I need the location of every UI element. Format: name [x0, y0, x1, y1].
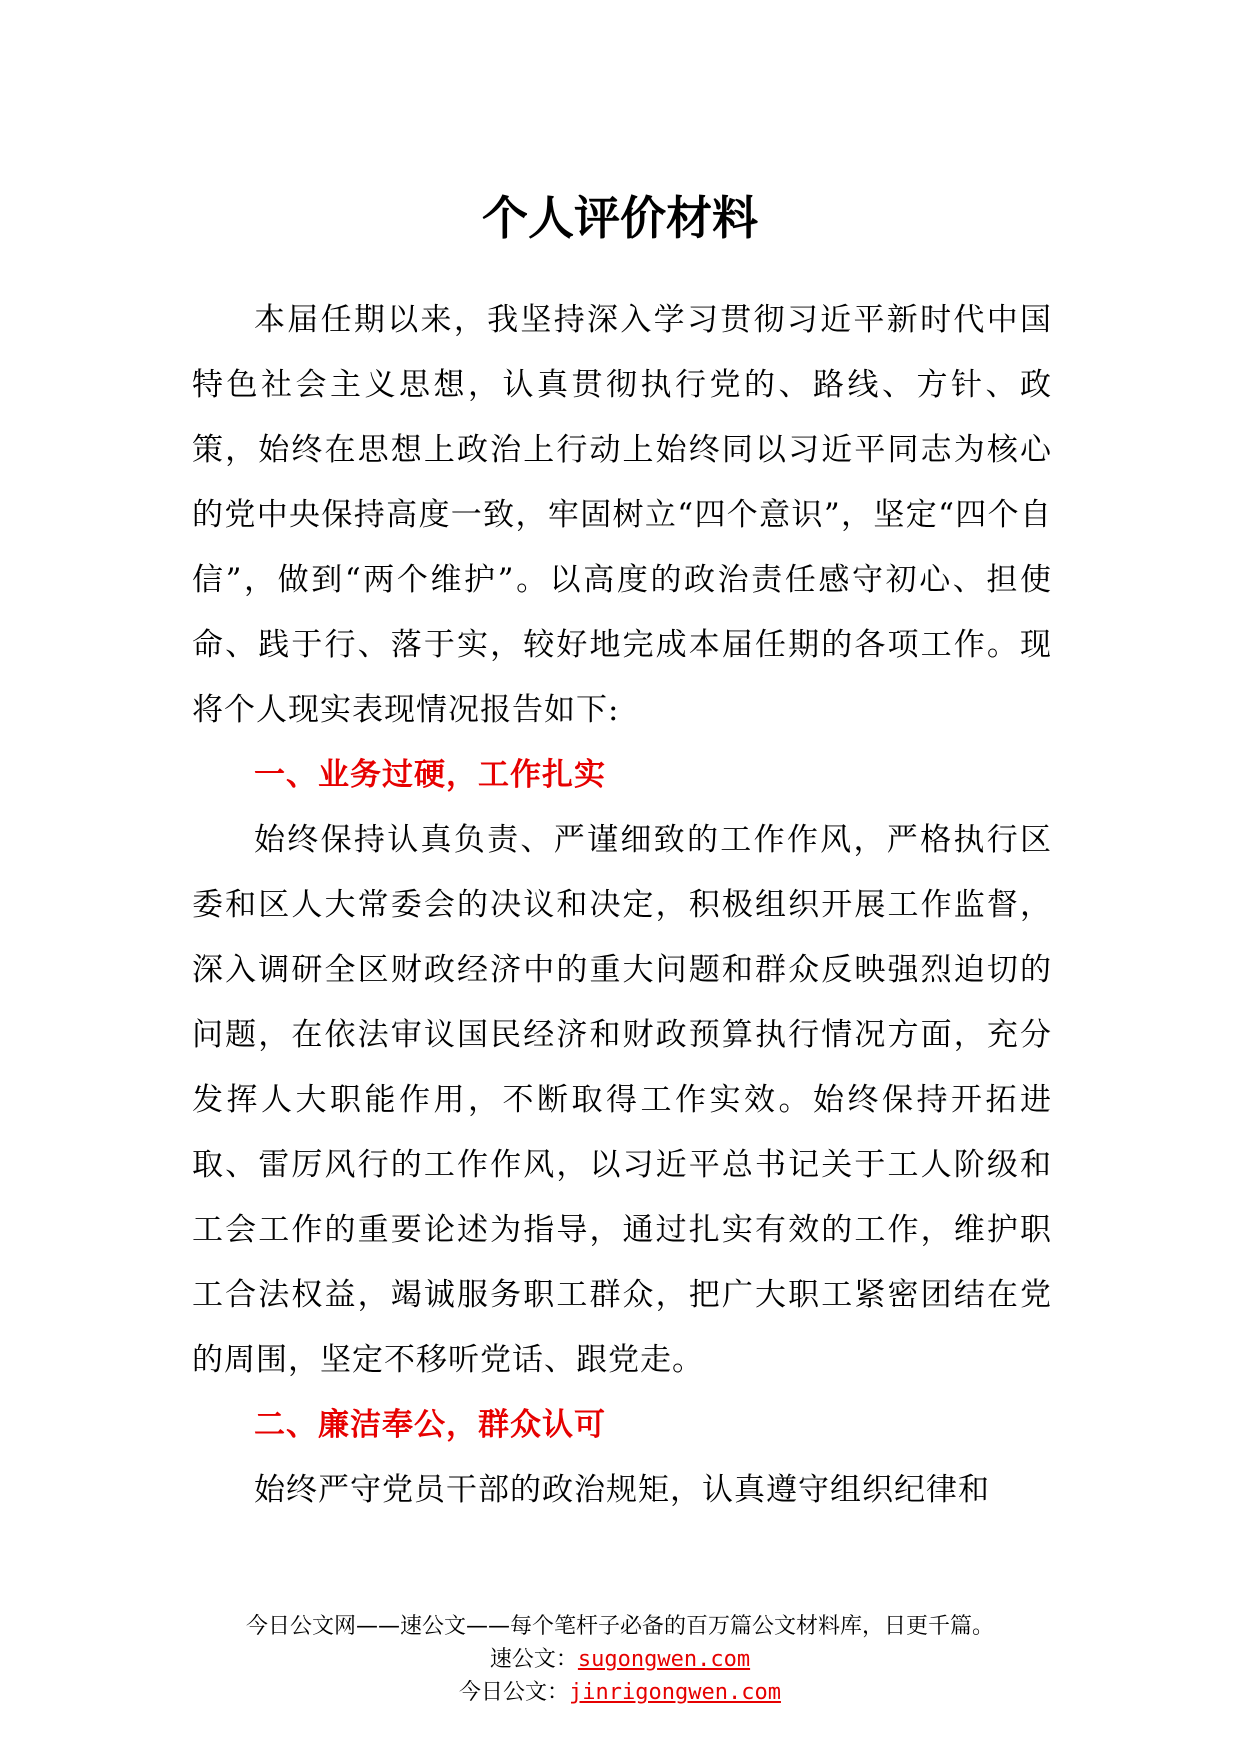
- footer-tagline: 今日公文网——速公文——每个笔杆子必备的百万篇公文材料库，日更千篇。: [245, 1614, 994, 1639]
- section-paragraph-2: 始终严守党员干部的政治规矩，认真遵守组织纪律和: [254, 1472, 990, 1508]
- intro-paragraph: 本届任期以来，我坚持深入学习贯彻习近平新时代中国特色社会主义思想，认真贯彻执行党的、路线、方针、政策，始终在思想上政治上行动上始终同以习近平同志为核心的党中央保持高度一致，牢固树立“四个意识”，坚定“四个自信”，做到“两个维护”。以高度的政治责任感守初心、担使命、践于行、落于实，较好地完成本届任期的各项工作。现将个人现实表现情况报告如下:: [192, 302, 1052, 728]
- footer-label-sugongwen: 速公文：: [489, 1647, 578, 1672]
- section-heading-1: 一、业务过硬，工作扎实: [254, 757, 606, 793]
- section-heading-2: 二、廉洁奉公，群众认可: [254, 1407, 606, 1443]
- section-paragraph-1: 始终保持认真负责、严谨细致的工作作风，严格执行区委和区人大常委会的决议和决定，积极组织开展工作监督，深入调研全区财政经济中的重大问题和群众反映强烈迫切的问题，在依法审议国民经济和财政预算执行情况方面，充分发挥人大职能作用，不断取得工作实效。始终保持开拓进取、雷厉风行的工作作风，以习近平总书记关于工人阶级和工会工作的重要论述为指导，通过扎实有效的工作，维护职工合法权益，竭诚服务职工群众，把广大职工紧密团结在党的周围，坚定不移听党话、跟党走。: [192, 822, 1052, 1378]
- footer-label-jinrigongwen: 今日公文：: [459, 1680, 570, 1705]
- footer-line-sugongwen: [0, 1643, 1240, 1676]
- jinrigongwen-link[interactable]: jinrigongwen.com: [569, 1680, 781, 1705]
- page-footer: [0, 1610, 1240, 1709]
- sugongwen-link[interactable]: sugongwen.com: [577, 1647, 751, 1672]
- document-body: [192, 288, 1052, 1523]
- footer-line-jinrigongwen: [0, 1676, 1240, 1709]
- document-title: 个人评价材料: [482, 191, 758, 245]
